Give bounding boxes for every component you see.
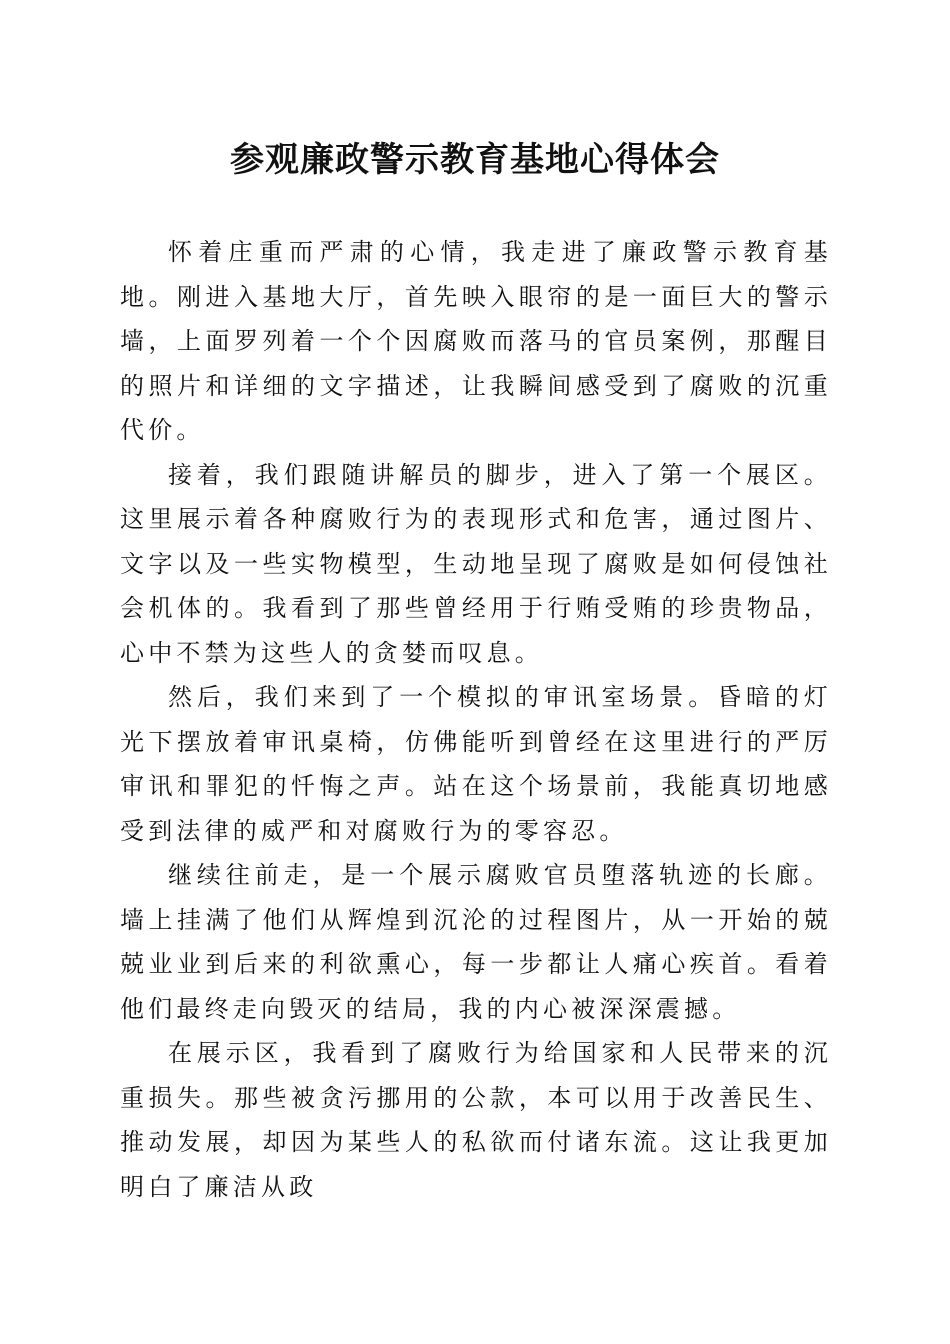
- document-body: [120, 230, 832, 1209]
- paragraph-2: 接着，我们跟随讲解员的脚步，进入了第一个展区。这里展示着各种腐败行为的表现形式和危害，通过图片、文字以及一些实物模型，生动地呈现了腐败是如何侵蚀社会机体的。我看到了那些曾经用于行贿受贿的珍贵物品，心中不禁为这些人的贪婪而叹息。: [120, 460, 832, 667]
- paragraph-3: 然后，我们来到了一个模拟的审讯室场景。昏暗的灯光下摆放着审讯桌椅，仿佛能听到曾经在这里进行的严厉审讯和罪犯的忏悔之声。站在这个场景前，我能真切地感受到法律的威严和对腐败行为的零容忍。: [120, 683, 832, 845]
- paragraph-4: 继续往前走，是一个展示腐败官员堕落轨迹的长廊。墙上挂满了他们从辉煌到沉沦的过程图片，从一开始的兢兢业业到后来的利欲熏心，每一步都让人痛心疾首。看着他们最终走向毁灭的结局，我的内心被深深震撼。: [120, 861, 832, 1023]
- document-title: 参观廉政警示教育基地心得体会: [230, 140, 720, 180]
- paragraph-1: 怀着庄重而严肃的心情，我走进了廉政警示教育基地。刚进入基地大厅，首先映入眼帘的是一面巨大的警示墙，上面罗列着一个个因腐败而落马的官员案例，那醒目的照片和详细的文字描述，让我瞬间感受到了腐败的沉重代价。: [120, 238, 832, 444]
- paragraph-5: 在展示区，我看到了腐败行为给国家和人民带来的沉重损失。那些被贪污挪用的公款，本可以用于改善民生、推动发展，却因为某些人的私欲而付诸东流。这让我更加明白了廉洁从政: [120, 1039, 832, 1201]
